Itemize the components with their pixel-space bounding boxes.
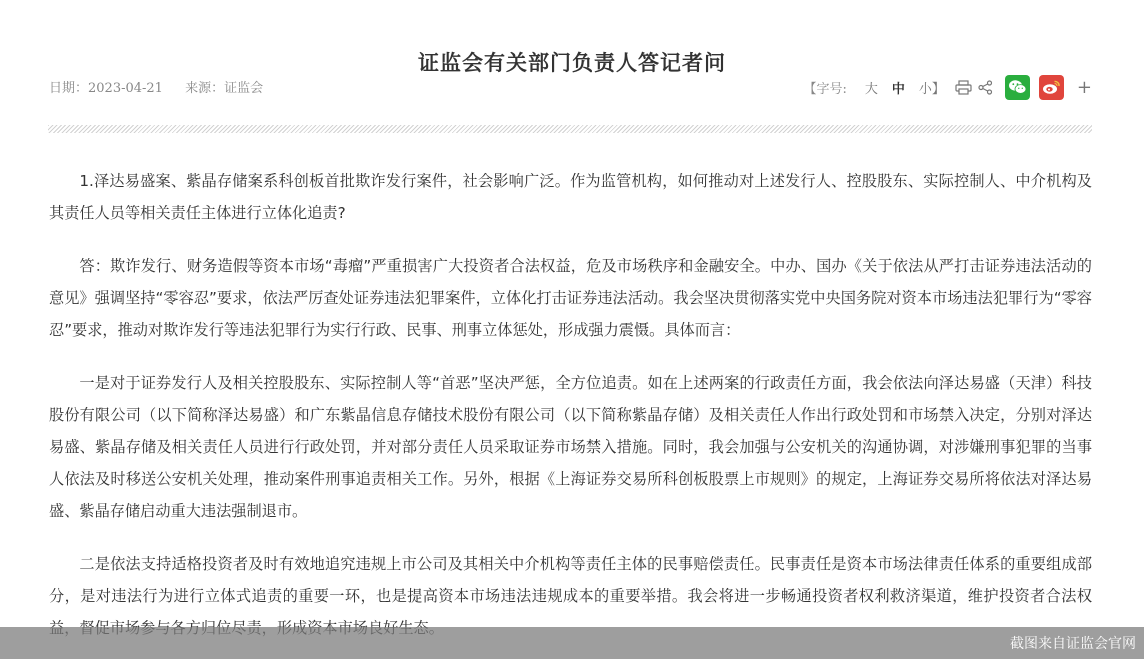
font-size-large-button[interactable]: 大 xyxy=(864,81,878,97)
article-paragraph: 一是对于证券发行人及相关控股股东、实际控制人等“首恶”坚决严惩，全方位追责。如在上述两案的行政责任方面，我会依法向泽达易盛（天津）科技股份有限公司（以下简称泽达易盛）和广东紫晶信息存储技术股份有限公司（以下简称紫晶存储）及相关责任人作出行政处罚和市场禁入决定，分别对泽达易盛、紫晶存储及相关责任人员进行行政处罚，并对部分责任人员采取证券市场禁入措施。同时，我会加强与公安机关的沟通协调，对涉嫌刑事犯罪的当事人依法及时移送公安机关处理，推动案件刑事追责相关工作。另外，根据《上海证券交易所科创板股票上市规则》的规定，上海证券交易所将依法对泽达易盛、紫晶存储启动重大违法强制退市。 xyxy=(49,374,1092,520)
weibo-icon[interactable] xyxy=(1039,75,1064,100)
article-source: 来源：证监会 xyxy=(185,81,264,96)
screenshot-watermark-bar xyxy=(0,627,1144,659)
article-toolbar xyxy=(803,74,1092,100)
font-size-medium-button[interactable]: 中 xyxy=(891,81,905,97)
font-size-label: 【字号: xyxy=(803,81,847,97)
article-body xyxy=(49,165,1092,665)
article-paragraph: 1.泽达易盛案、紫晶存储案系科创板首批欺诈发行案件，社会影响广泛。作为监管机构，如何推动对上述发行人、控股股东、实际控制人、中介机构及其责任人员等相关责任主体进行立体化追责? xyxy=(49,172,1092,222)
share-icon[interactable] xyxy=(978,80,993,95)
article-title: 证监会有关部门负责人答记者问 xyxy=(418,50,726,75)
font-size-small-button[interactable]: 小】 xyxy=(918,81,945,97)
article-paragraph: 答：欺诈发行、财务造假等资本市场“毒瘤”严重损害广大投资者合法权益，危及市场秩序和金融安全。中办、国办《关于依法从严打击证券违法活动的意见》强调坚持“零容忍”要求，依法严厉查处证券违法犯罪案件，立体化打击证券违法活动。我会坚决贯彻落实党中央国务院对资本市场违法犯罪行为“零容忍”要求，推动对欺诈发行等违法犯罪行为实行行政、民事、刑事立体惩处，形成强力震慑。具体而言： xyxy=(49,257,1092,339)
printer-icon[interactable] xyxy=(955,80,972,95)
article-date: 日期：2023-04-21 xyxy=(49,81,163,96)
header-divider xyxy=(48,125,1092,133)
more-share-button[interactable]: + xyxy=(1076,76,1092,98)
watermark-text: 截图来自证监会官网 xyxy=(1010,636,1136,652)
wechat-icon[interactable] xyxy=(1005,75,1030,100)
article-meta xyxy=(49,77,281,96)
article-paragraph: 二是依法支持适格投资者及时有效地追究违规上市公司及其相关中介机构等责任主体的民事赔偿责任。民事责任是资本市场法律责任体系的重要组成部分，是对违法行为进行立体式追责的重要一环，也是提高资本市场违法违规成本的重要举措。我会将进一步畅通投资者权利救济渠道，维护投资者合法权 xyxy=(49,555,1092,605)
